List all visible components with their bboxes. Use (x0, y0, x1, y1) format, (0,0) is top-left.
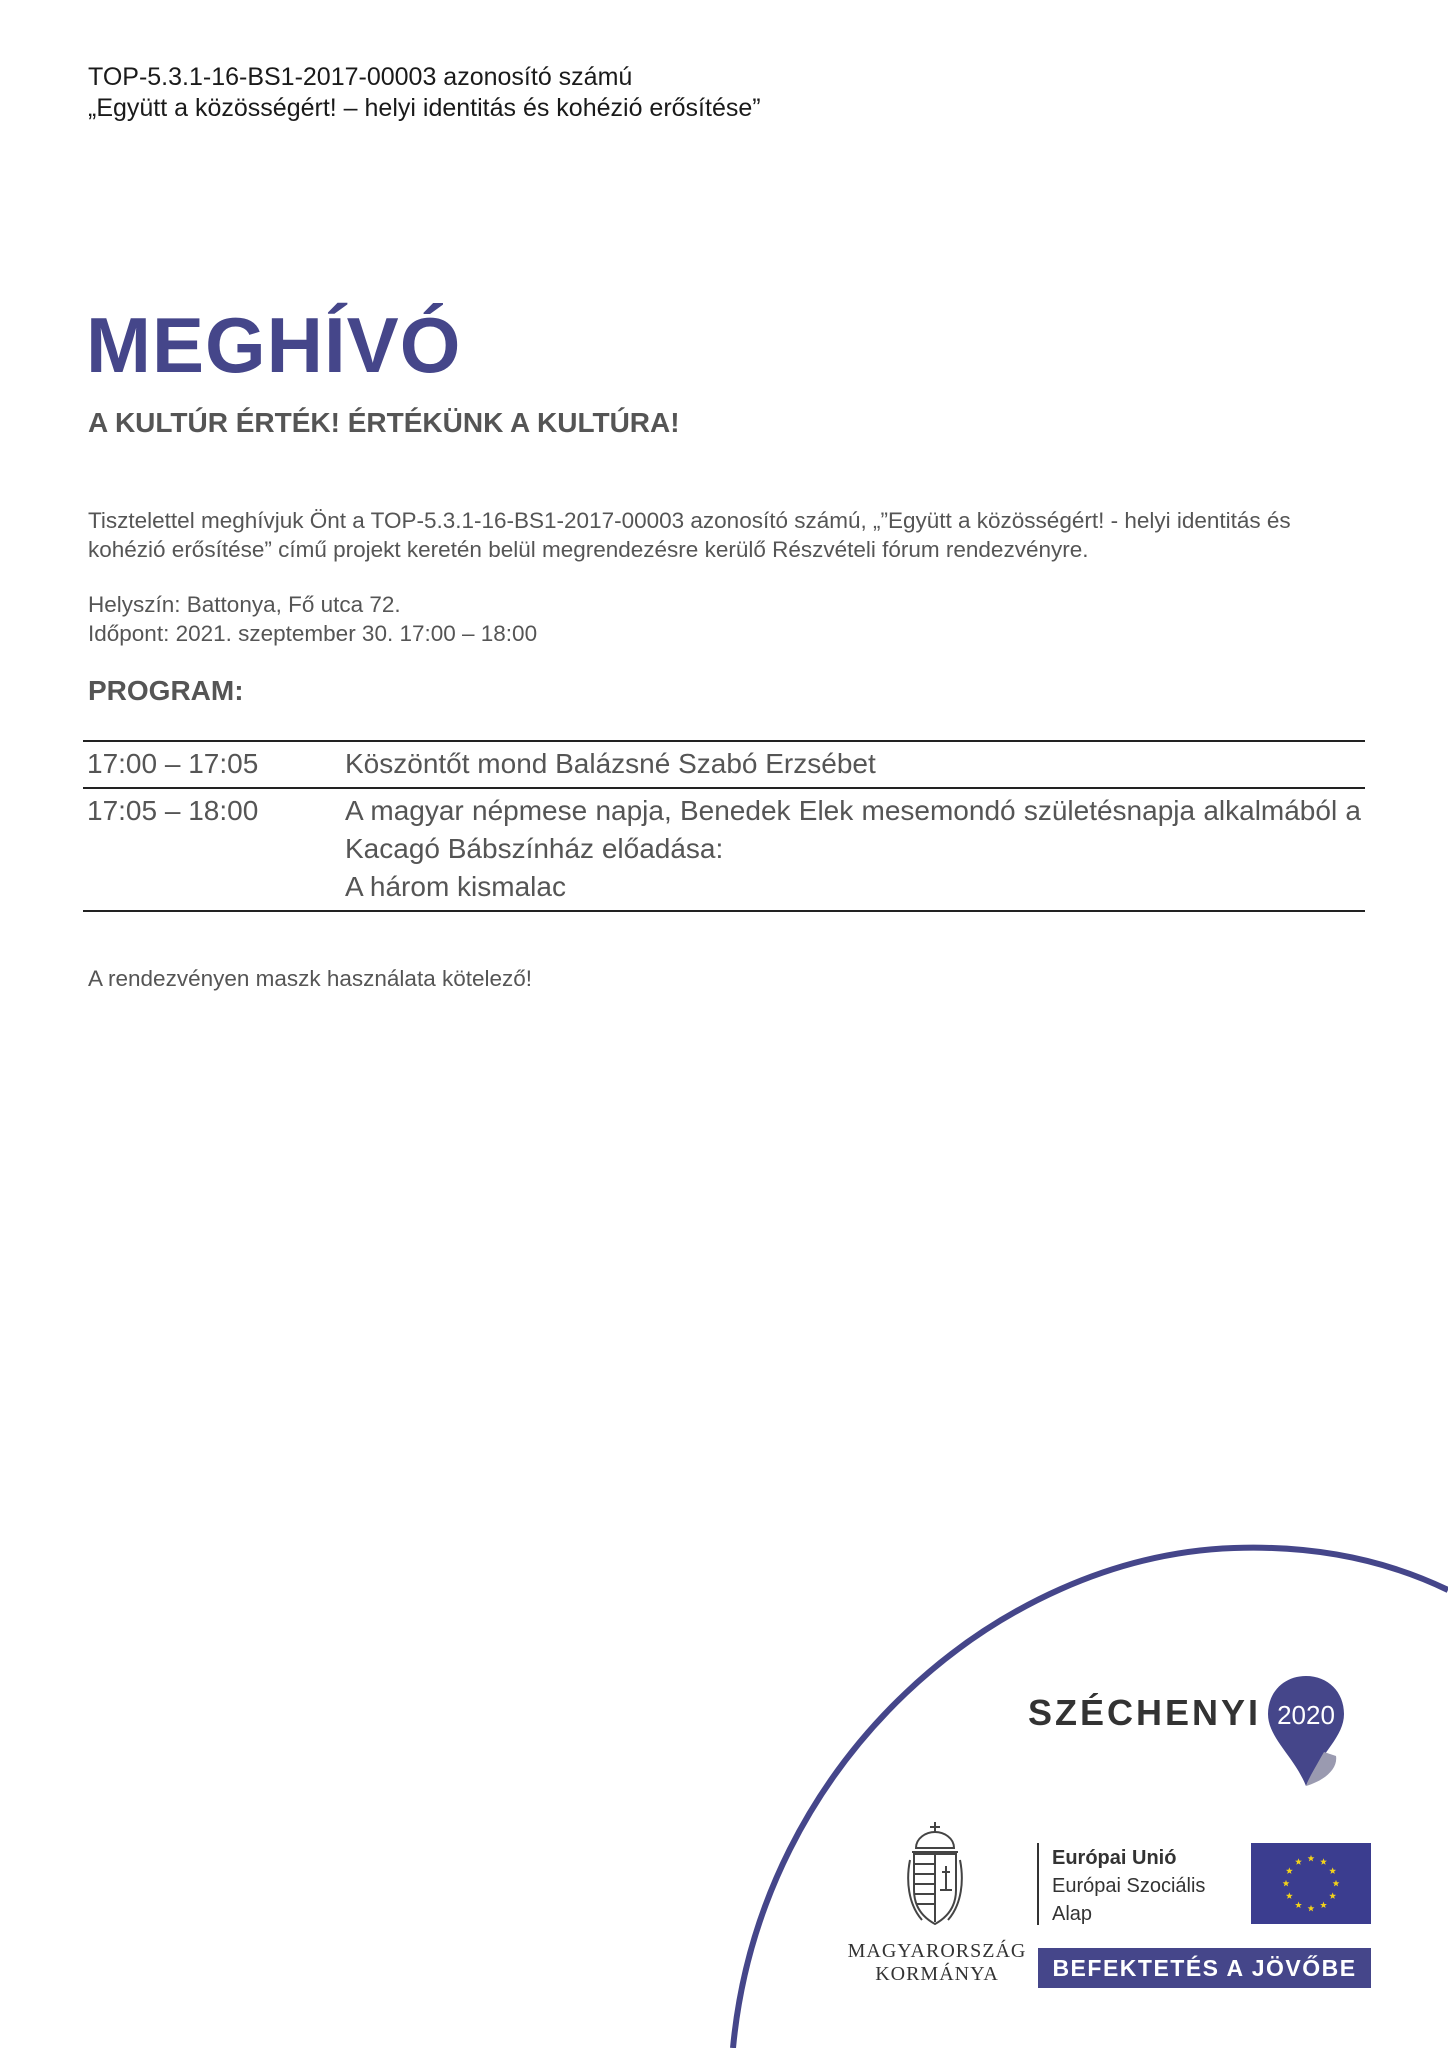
eu-line: Európai Unió (1052, 1847, 1177, 1869)
hungarian-government-logo-text (842, 1940, 1032, 1986)
event-time: Időpont: 2021. szeptember 30. 17:00 – 18:00 (88, 621, 538, 646)
program-heading: PROGRAM: (88, 675, 244, 706)
eu-divider (1037, 1843, 1039, 1925)
hungarian-crest-icon (904, 1820, 966, 1928)
szechenyi-logo-text: SZÉCHENYI (1028, 1692, 1262, 1733)
program-description-line: Köszöntőt mond Balázsné Szabó Erzsébet (345, 748, 876, 779)
szechenyi-pin-icon (1264, 1672, 1348, 1790)
mask-notice: A rendezvényen maszk használata kötelező! (88, 966, 533, 991)
government-line: MAGYARORSZÁG (847, 1940, 1027, 1962)
program-time: 17:05 – 18:00 (87, 795, 259, 826)
program-description-line: A magyar népmese napja, Benedek Elek mesemondó születésnapja alkalmából a Kacagó Bábszínház előadása: (345, 795, 1361, 864)
eu-logo-text (1052, 1844, 1205, 1928)
program-title: A három kismalac (345, 871, 566, 902)
project-id-line: TOP-5.3.1-16-BS1-2017-00003 azonosító számú (88, 63, 633, 91)
program-time: 17:00 – 17:05 (87, 748, 259, 779)
project-name-line: „Együtt a közösségért! – helyi identitás és kohézió erősítése” (88, 94, 761, 122)
event-location: Helyszín: Battonya, Fő utca 72. (88, 592, 401, 617)
szechenyi-year: 2020 (1277, 1700, 1335, 1730)
eu-flag-icon (1251, 1843, 1371, 1924)
government-line: KORMÁNYA (875, 1963, 999, 1985)
investment-banner: BEFEKTETÉS A JÖVŐBE (1038, 1948, 1371, 1988)
page-title: MEGHÍVÓ (86, 301, 462, 389)
eu-line: Alap (1052, 1903, 1093, 1925)
invitation-text: Tisztelettel meghívjuk Önt a TOP-5.3.1-16-BS1-2017-00003 azonosító számú, „”Együtt a közösségért! - helyi identitás és kohézió erősítése” című projekt keretén belül megrendezésre kerülő Részvételi fórum rendezvényre. (88, 508, 1291, 562)
eu-line: Európai Szociális (1052, 1875, 1206, 1897)
event-subtitle: A KULTÚR ÉRTÉK! ÉRTÉKÜNK A KULTÚRA! (88, 407, 680, 438)
